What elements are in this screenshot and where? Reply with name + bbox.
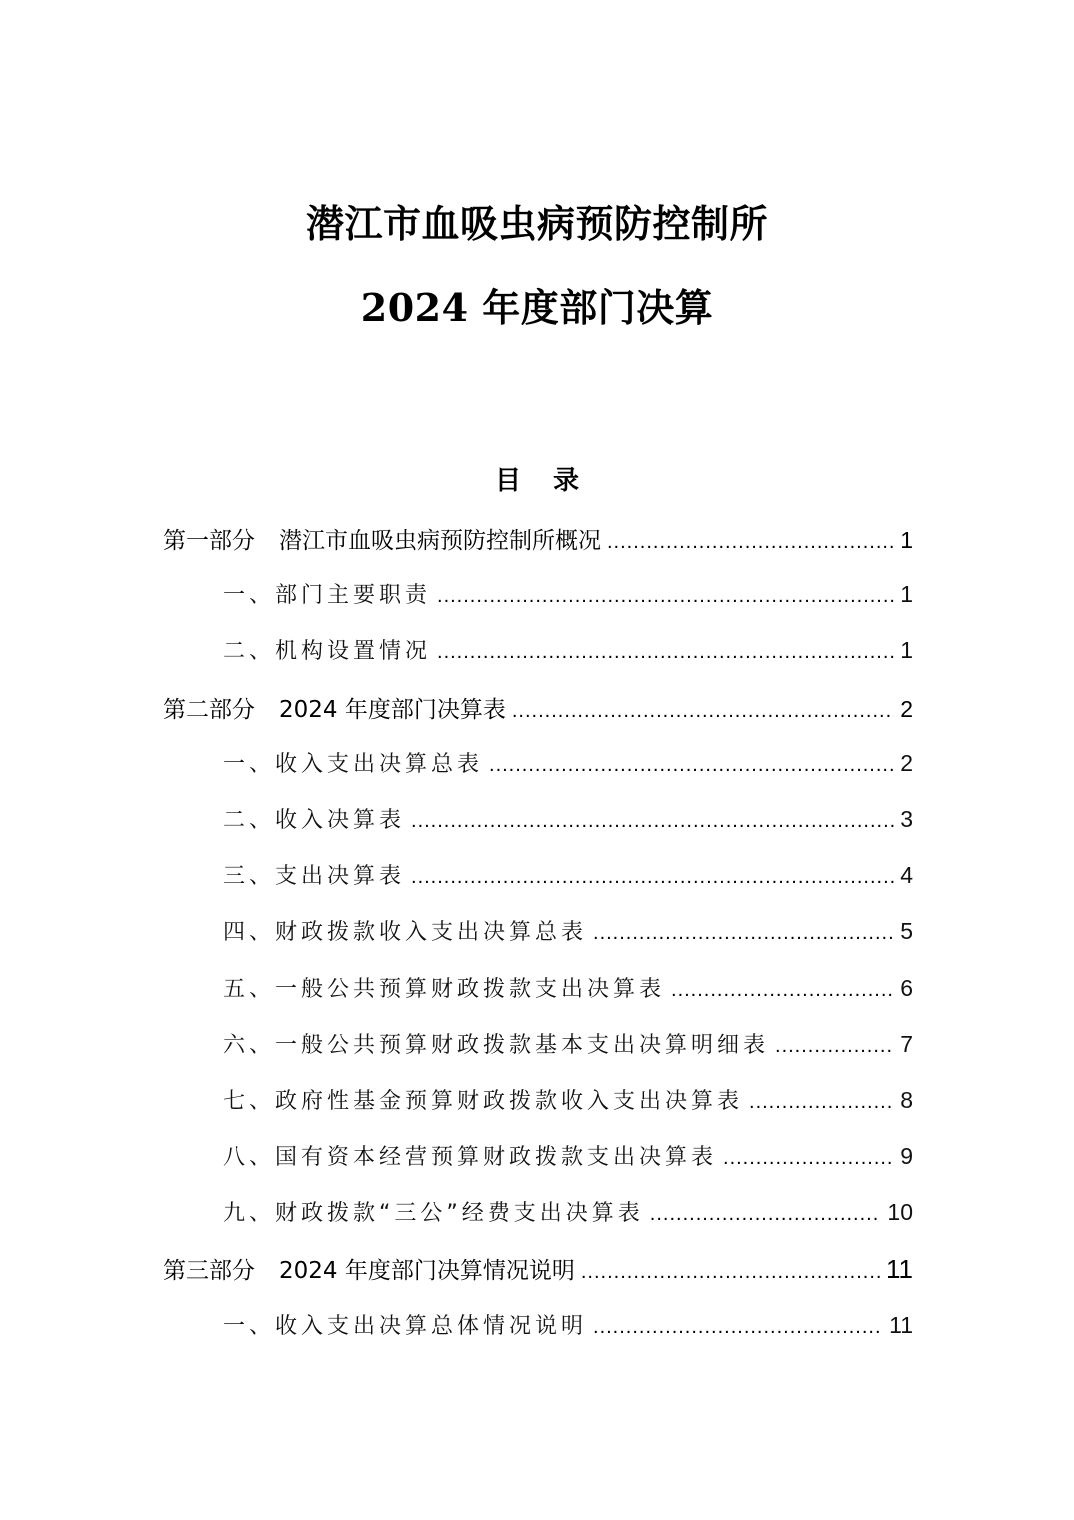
toc-page-number: 4 xyxy=(900,862,913,889)
toc-entry-label: 五、一般公共预算财政拨款支出决算表 xyxy=(223,976,666,1002)
toc-part-number: 第一部分 xyxy=(163,528,255,554)
toc-entry[interactable] xyxy=(163,915,913,971)
toc-dot-leader xyxy=(593,1316,883,1339)
toc-entry-label xyxy=(163,1252,575,1285)
toc-entry-label: 六、一般公共预算财政拨款基本支出决算明细表 xyxy=(223,1032,770,1058)
toc-page-number: 10 xyxy=(887,1199,913,1226)
toc-entry[interactable] xyxy=(163,803,913,859)
toc-page-number: 9 xyxy=(900,1143,913,1170)
table-of-contents xyxy=(163,522,913,1365)
toc-dot-leader xyxy=(411,810,894,833)
document-title-line-1: 潜江市血吸虫病预防控制所 xyxy=(305,201,768,246)
toc-page-number: 1 xyxy=(900,581,913,608)
toc-part-number: 第二部分 xyxy=(163,696,255,723)
toc-entry[interactable] xyxy=(163,578,913,634)
toc-dot-leader xyxy=(607,531,894,554)
toc-dot-leader xyxy=(749,1091,894,1114)
toc-dot-leader xyxy=(593,922,894,945)
toc-page-number: 2 xyxy=(900,749,913,776)
toc-dot-leader xyxy=(489,754,894,777)
toc-part-title: 2024 年度部门决算表 xyxy=(279,696,506,723)
toc-entry-label xyxy=(163,691,506,724)
toc-entry-label: 三、支出决算表 xyxy=(223,864,406,890)
toc-entry-label: 一、部门主要职责 xyxy=(223,583,432,609)
toc-entry[interactable] xyxy=(163,634,913,690)
toc-entry-label: 二、收入决算表 xyxy=(223,807,406,833)
toc-entry[interactable] xyxy=(163,1028,913,1084)
toc-entry-label: 一、收入支出决算总体情况说明 xyxy=(223,1313,588,1339)
toc-entry[interactable] xyxy=(163,1140,913,1196)
toc-page-number: 2 xyxy=(900,695,913,722)
toc-dot-leader xyxy=(650,1203,882,1226)
toc-page-number: 1 xyxy=(900,527,913,553)
toc-entry-label xyxy=(163,522,601,555)
toc-page-number: 8 xyxy=(900,1086,913,1113)
toc-page-number: 5 xyxy=(900,918,913,945)
toc-page-number: 3 xyxy=(900,805,913,832)
toc-entry[interactable] xyxy=(163,859,913,915)
toc-dot-leader xyxy=(671,979,894,1002)
toc-dot-leader xyxy=(437,641,894,664)
toc-entry[interactable] xyxy=(163,972,913,1028)
toc-entry[interactable] xyxy=(163,1309,913,1365)
toc-page-number: 11 xyxy=(889,1311,913,1338)
toc-entry-part-2[interactable] xyxy=(163,691,913,747)
toc-entry-part-1[interactable] xyxy=(163,522,913,578)
toc-entry-label: 四、财政拨款收入支出决算总表 xyxy=(223,920,588,946)
toc-page-number: 11 xyxy=(886,1254,913,1285)
toc-entry[interactable] xyxy=(163,1196,913,1252)
toc-entry-label: 七、政府性基金预算财政拨款收入支出决算表 xyxy=(223,1088,744,1114)
toc-page-number: 6 xyxy=(900,974,913,1001)
toc-dot-leader xyxy=(512,700,894,723)
toc-entry-label: 一、收入支出决算总表 xyxy=(223,751,484,777)
toc-dot-leader xyxy=(411,866,894,889)
toc-dot-leader xyxy=(581,1261,880,1284)
toc-part-title: 2024 年度部门决算情况说明 xyxy=(279,1258,575,1285)
toc-entry-part-3[interactable] xyxy=(163,1252,913,1308)
toc-entry-label: 二、机构设置情况 xyxy=(223,639,432,665)
toc-dot-leader xyxy=(775,1035,894,1058)
toc-part-title: 潜江市血吸虫病预防控制所概况 xyxy=(279,528,601,554)
toc-entry-label: 九、财政拨款“三公”经费支出决算表 xyxy=(223,1201,644,1227)
toc-heading-right: 录 xyxy=(553,466,580,496)
document-title-line-2: 2024 年度部门决算 xyxy=(360,285,714,330)
toc-entry[interactable] xyxy=(163,747,913,803)
toc-heading-left: 目 xyxy=(494,466,521,496)
toc-entry-label: 八、国有资本经营预算财政拨款支出决算表 xyxy=(223,1145,718,1171)
toc-dot-leader xyxy=(437,585,894,608)
toc-part-number: 第三部分 xyxy=(163,1258,255,1285)
toc-page-number: 7 xyxy=(900,1030,913,1057)
toc-heading xyxy=(0,468,1074,494)
toc-dot-leader xyxy=(723,1147,894,1170)
toc-page-number: 1 xyxy=(900,637,913,664)
toc-entry[interactable] xyxy=(163,1084,913,1140)
